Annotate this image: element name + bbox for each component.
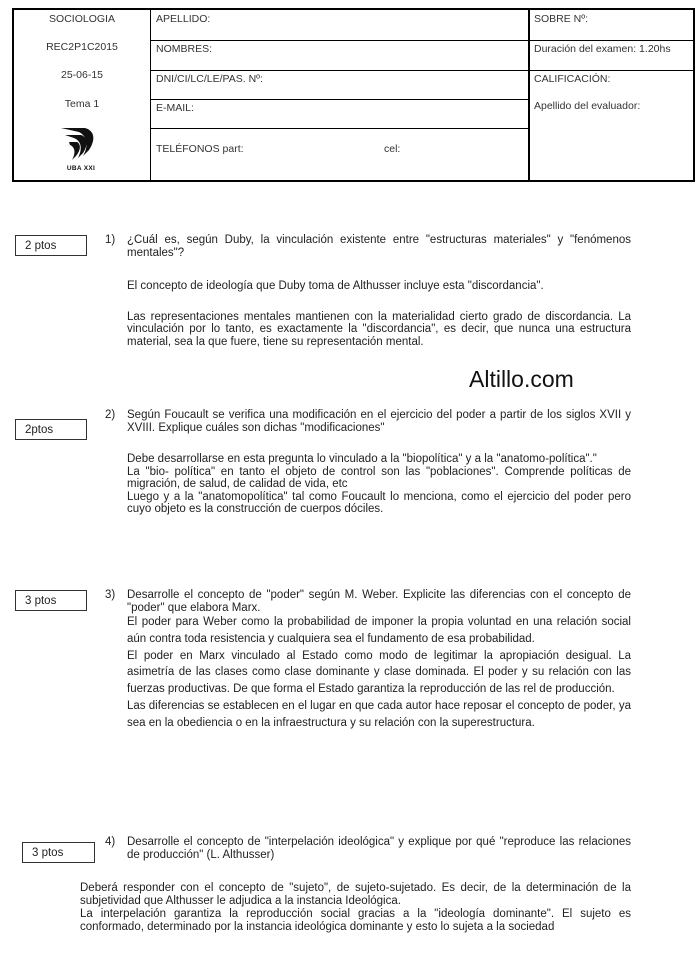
email-row (150, 99, 528, 129)
email-label: E-MAIL: (156, 102, 194, 114)
q2-answer-2: La "bio- política" en tanto el objeto de control son las "poblaciones". Comprende políticas de migración, de salud, de calidad de vida, etc (127, 465, 631, 490)
exam-tema: Tema 1 (64, 98, 100, 110)
exam-code: REC2P1C2015 (46, 41, 118, 53)
calificacion-label: CALIFICACIÓN: (534, 73, 611, 85)
telefonos-row (150, 128, 528, 182)
q3-question: Desarrolle el concepto de "poder" según M. Weber. Explicite las diferencias con el concepto de "poder" que elabora Marx. (127, 589, 631, 614)
q4-number: 4) (105, 836, 116, 848)
q3-points-box: 3 ptos (15, 590, 87, 611)
header-right-column (528, 10, 693, 180)
q1-question: ¿Cuál es, según Duby, la vinculación existente entre "estructuras materiales" y "fenómenos mentales"? (127, 234, 631, 259)
apellido-row (150, 10, 528, 41)
q2-content (127, 409, 631, 516)
cel-label: cel: (384, 143, 401, 155)
header-left-column (14, 10, 151, 180)
q3-content (127, 589, 631, 732)
q1-answer-2: Las representaciones mentales mantienen con la materialidad cierto grado de discordancia. La vinculación por lo tanto, es exactamente la "discordancia", es decir, que nunca una estructura material, sea la que fuere, tiene su representación mental. (127, 310, 631, 348)
q1-number: 1) (105, 234, 116, 246)
telefonos-label: TELÉFONOS part: (156, 143, 244, 155)
uba-xxi-logo (59, 126, 103, 174)
subject-label: SOCIOLOGIA (49, 13, 115, 25)
q4-answer-1: Deberá responder con el concepto de "sujeto", de sujeto-sujetado. Es decir, de la determinación de la subjetividad que Althusser le adjudica a la instancia Ideológica. (80, 882, 631, 907)
duracion-row (528, 40, 693, 71)
nombres-row (150, 40, 528, 71)
dni-row (150, 70, 528, 100)
q3-number: 3) (105, 589, 116, 601)
q3-answer-3: Las diferencias se establecen en el lugar en que cada autor hace reposar el concepto de poder, ya sea en la obediencia o en la infraestructura y su relación con la superestructura. (127, 699, 631, 729)
calificacion-area (528, 70, 693, 182)
q3-answer-2: El poder en Marx vinculado al Estado como modo de legitimar la apropiación desigual. La asimetría de las clases como clase dominante y clase dominada. El poder y su relación con las fuerzas productivas. De que forma el Estado garantiza la reproducción de las rel de producción. (127, 649, 631, 696)
logo-text: UBA XXI (66, 165, 96, 172)
duracion-label: Duración del examen: 1.20hs (534, 43, 671, 55)
q4-points-box: 3 ptos (22, 842, 95, 863)
q1-answer-1: El concepto de ideología que Duby toma de Althusser incluye esta "discordancia". (127, 280, 544, 292)
q4-answers (80, 882, 631, 933)
q2-answer-3: Luego y a la "anatomopolítica" tal como Foucault lo menciona, como el ejercicio del poder pero cuyo objeto es la construcción de cuerpos dóciles. (127, 490, 631, 515)
exam-date: 25-06-15 (60, 69, 104, 81)
sobre-row (528, 10, 693, 41)
q3-answer-1: El poder para Weber como la probabilidad de imponer la propia voluntad en una relación social aún contra toda resistencia y cualquiera sea el fundamento de esa probabilidad. (127, 616, 631, 645)
q2-number: 2) (105, 409, 116, 421)
watermark-text: Altillo.com (469, 366, 574, 392)
exam-header (12, 8, 695, 182)
evaluador-label: Apellido del evaluador: (534, 100, 641, 112)
q2-points-box: 2ptos (15, 419, 87, 440)
dni-label: DNI/CI/LC/LE/PAS. Nº: (156, 73, 263, 85)
sobre-label: SOBRE Nº: (534, 13, 589, 25)
q4-question: Desarrolle el concepto de "interpelación ideológica" y explique por qué "reproduce las relaciones de producción" (L. Althusser) (127, 836, 631, 861)
q2-question: Según Foucault se verifica una modificación en el ejercicio del poder a partir de los siglos XVII y XVIII. Explique cuáles son dichas "modificaciones" (127, 409, 631, 434)
q2-answer-1: Debe desarrollarse en esta pregunta lo vinculado a la "biopolítica" y a la "anatomo-política"." (127, 453, 597, 465)
nombres-label: NOMBRES: (156, 43, 213, 55)
uba-logo-icon (59, 126, 103, 164)
q4-answer-2: La interpelación garantiza la reproducción social gracias a la "ideología dominante". El sujeto es conformado, determinado por la instancia ideológica dominante y esto lo sujeta a la sociedad (80, 908, 631, 933)
q1-points-box: 2 ptos (15, 235, 87, 256)
q1-content (127, 234, 631, 348)
header-middle-column (150, 10, 530, 180)
apellido-label: APELLIDO: (156, 13, 211, 25)
